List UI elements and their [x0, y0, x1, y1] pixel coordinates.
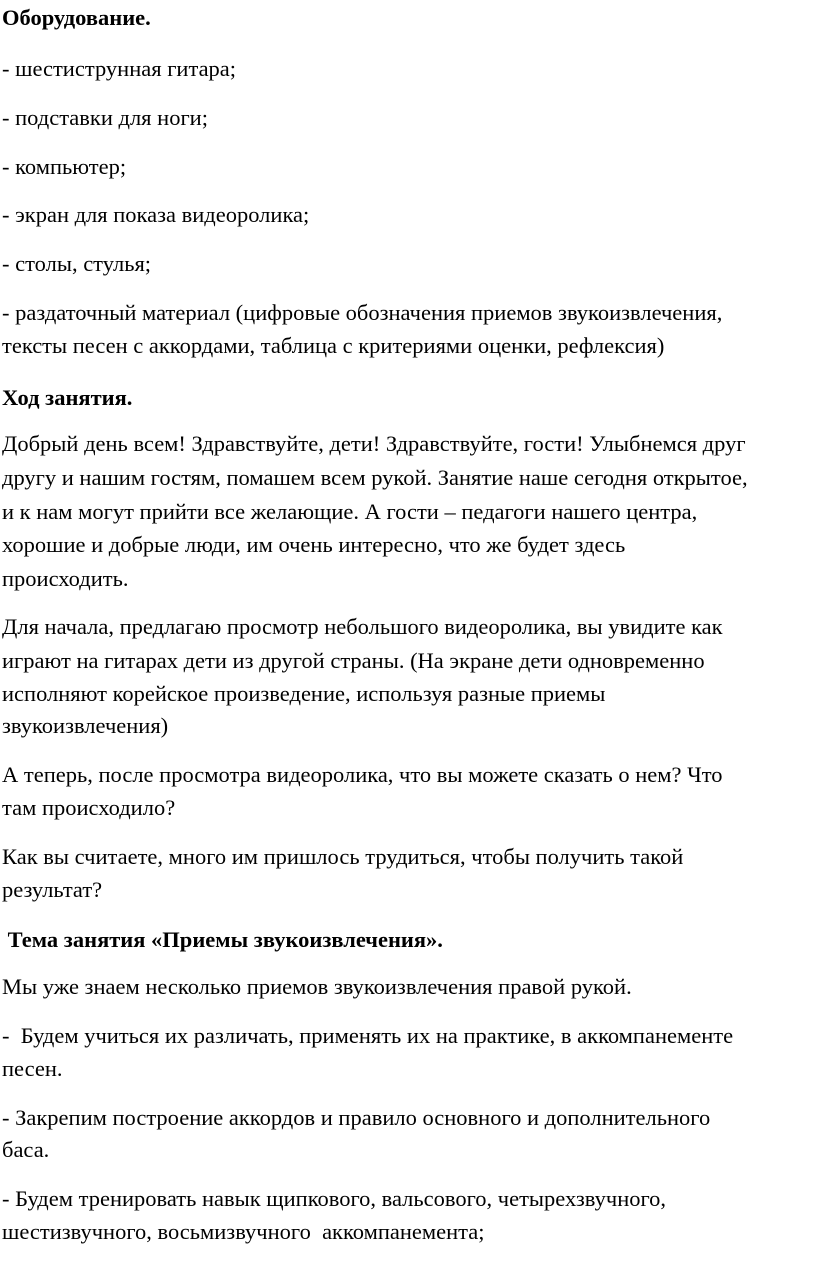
- greeting-line-4: хорошие и добрые люди, им очень интересно, что же будет здесь: [2, 532, 626, 557]
- handout-line-2: тексты песен с аккордами, таблица с критериями оценки, рефлексия): [2, 333, 665, 358]
- equipment-heading: Оборудование.: [2, 5, 151, 30]
- question1-line-1: А теперь, после просмотра видеоролика, что вы можете сказать о нем? Что: [2, 762, 723, 787]
- goal2-line-2: баса.: [2, 1137, 50, 1162]
- video-line-2: играют на гитарах дети из другой страны. (На экране дети одновременно: [2, 648, 705, 673]
- greeting-line-5: происходить.: [2, 566, 129, 591]
- equipment-item-computer: - компьютер;: [2, 154, 127, 179]
- video-line-3: исполняют корейское произведение, используя разные приемы: [2, 681, 606, 706]
- greeting-line-1: Добрый день всем! Здравствуйте, дети! Здравствуйте, гости! Улыбнемся друг: [2, 431, 746, 456]
- equipment-item-furniture: - столы, стулья;: [2, 251, 152, 276]
- known-line: Мы уже знаем несколько приемов звукоизвлечения правой рукой.: [2, 974, 632, 999]
- handout-line-1: - раздаточный материал (цифровые обозначения приемов звукоизвлечения,: [2, 300, 723, 325]
- video-line-4: звукоизвлечения): [2, 713, 169, 738]
- question2-line-1: Как вы считаете, много им пришлось трудиться, чтобы получить такой: [2, 844, 684, 869]
- video-line-1: Для начала, предлагаю просмотр небольшого видеоролика, вы увидите как: [2, 614, 723, 639]
- lesson-heading: Ход занятия.: [2, 385, 133, 410]
- greeting-line-2: другу и нашим гостям, помашем всем рукой. Занятие наше сегодня открытое,: [2, 465, 748, 490]
- goal3-line-2: шестизвучного, восьмизвучного аккомпанемента;: [2, 1219, 485, 1244]
- goal3-line-1: - Будем тренировать навык щипкового, вальсового, четырехзвучного,: [2, 1186, 667, 1211]
- equipment-item-guitar: - шестиструнная гитара;: [2, 56, 237, 81]
- goal1-line-2: песен.: [2, 1056, 63, 1081]
- goal2-line-1: - Закрепим построение аккордов и правило основного и дополнительного: [2, 1105, 711, 1130]
- equipment-item-footstand: - подставки для ноги;: [2, 105, 208, 130]
- question2-line-2: результат?: [2, 877, 103, 902]
- goal1-line-1: - Будем учиться их различать, применять их на практике, в аккомпанементе: [2, 1023, 734, 1048]
- question1-line-2: там происходило?: [2, 795, 176, 820]
- equipment-item-screen: - экран для показа видеоролика;: [2, 202, 310, 227]
- greeting-line-3: и к нам могут прийти все желающие. А гости – педагоги нашего центра,: [2, 499, 698, 524]
- topic-heading: Тема занятия «Приемы звукоизвлечения».: [2, 927, 443, 952]
